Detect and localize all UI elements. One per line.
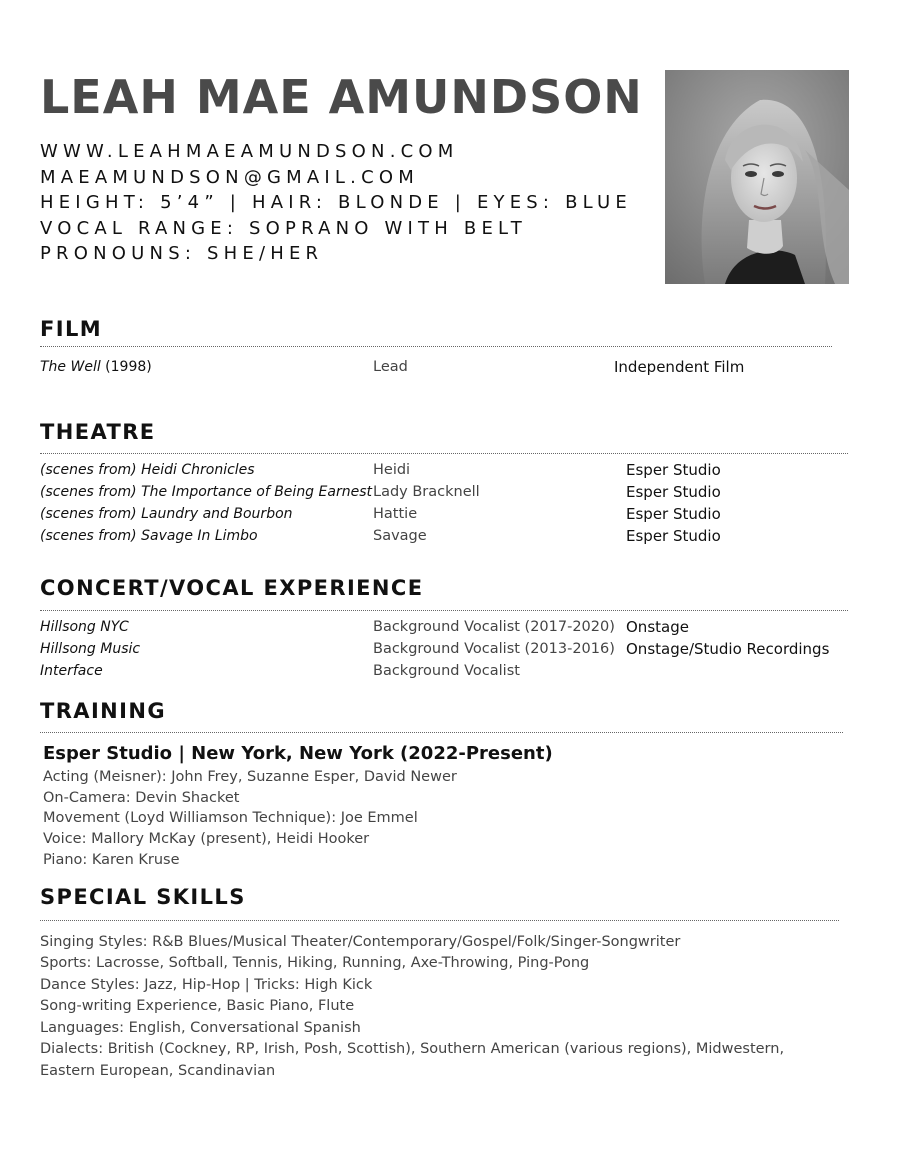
training-item: On-Camera: Devin Shacket bbox=[43, 790, 240, 806]
film-row bbox=[0, 356, 900, 378]
training-school: Esper Studio | New York, New York (2022-Present) bbox=[43, 743, 553, 764]
work-title: Hillsong Music bbox=[40, 641, 141, 657]
work-title: (scenes from) Heidi Chronicles bbox=[40, 462, 255, 478]
section-title-training: TRAINING bbox=[40, 699, 166, 723]
work-title: Hillsong NYC bbox=[40, 619, 129, 635]
skill-item: Dialects: British (Cockney, RP, Irish, Posh, Scottish), Southern American (various regions), Midwestern, bbox=[40, 1041, 785, 1057]
theatre-row bbox=[0, 481, 900, 503]
website-line: WWW.LEAHMAEAMUNDSON.COM bbox=[40, 141, 459, 162]
role: Savage bbox=[373, 528, 427, 544]
company: Esper Studio bbox=[626, 527, 721, 545]
theatre-row bbox=[0, 503, 900, 525]
company: Esper Studio bbox=[626, 461, 721, 479]
work-year: (1998) bbox=[100, 359, 152, 375]
work-title: (scenes from) Laundry and Bourbon bbox=[40, 506, 293, 522]
company: Onstage bbox=[626, 618, 689, 636]
training-item: Movement (Loyd Williamson Technique): Joe Emmel bbox=[43, 810, 418, 826]
role: Lady Bracknell bbox=[373, 484, 480, 500]
company: Onstage/Studio Recordings bbox=[626, 640, 830, 658]
section-divider bbox=[40, 732, 843, 733]
training-item: Piano: Karen Kruse bbox=[43, 852, 180, 868]
work-title: (scenes from) Savage In Limbo bbox=[40, 528, 258, 544]
concert-row bbox=[0, 660, 900, 682]
theatre-row bbox=[0, 459, 900, 481]
skill-item: Languages: English, Conversational Spanish bbox=[40, 1020, 361, 1036]
section-title-theatre: THEATRE bbox=[40, 420, 156, 444]
company: Independent Film bbox=[614, 358, 745, 376]
section-divider bbox=[40, 920, 839, 921]
concert-row bbox=[0, 638, 900, 660]
section-divider bbox=[40, 346, 832, 347]
concert-row bbox=[0, 616, 900, 638]
vocal-range-line: VOCAL RANGE: SOPRANO WITH BELT bbox=[40, 217, 527, 239]
work-title bbox=[40, 356, 152, 378]
section-title-film: FILM bbox=[40, 317, 103, 341]
section-divider bbox=[40, 610, 848, 611]
skill-item: Song-writing Experience, Basic Piano, Flute bbox=[40, 998, 355, 1014]
role: Lead bbox=[373, 359, 408, 375]
skill-item: Sports: Lacrosse, Softball, Tennis, Hiking, Running, Axe-Throwing, Ping-Pong bbox=[40, 955, 590, 971]
physical-stats-line: HEIGHT: 5’4” | HAIR: BLONDE | EYES: BLUE bbox=[40, 192, 632, 213]
role: Background Vocalist bbox=[373, 663, 520, 679]
role: Background Vocalist (2017-2020) bbox=[373, 619, 615, 635]
training-item: Acting (Meisner): John Frey, Suzanne Esper, David Newer bbox=[43, 769, 457, 785]
role: Heidi bbox=[373, 462, 411, 478]
skill-item: Singing Styles: R&B Blues/Musical Theater/Contemporary/Gospel/Folk/Singer-Songwriter bbox=[40, 934, 681, 950]
role: Hattie bbox=[373, 506, 418, 522]
headshot-photo bbox=[665, 70, 849, 284]
company: Esper Studio bbox=[626, 483, 721, 501]
contact-info bbox=[40, 139, 632, 267]
pronouns-line: PRONOUNS: SHE/HER bbox=[40, 243, 324, 264]
email-line: MAEAMUNDSON@GMAIL.COM bbox=[40, 166, 419, 188]
skill-item: Dance Styles: Jazz, Hip-Hop | Tricks: High Kick bbox=[40, 977, 373, 993]
training-item: Voice: Mallory McKay (present), Heidi Hooker bbox=[43, 831, 370, 847]
work-title: Interface bbox=[40, 663, 103, 679]
skill-item: Eastern European, Scandinavian bbox=[40, 1063, 276, 1079]
work-title: (scenes from) The Importance of Being Earnest bbox=[40, 484, 372, 500]
work-name: The Well bbox=[40, 359, 101, 375]
performer-name: LEAH MAE AMUNDSON bbox=[40, 70, 643, 124]
role: Background Vocalist (2013-2016) bbox=[373, 641, 615, 657]
company: Esper Studio bbox=[626, 505, 721, 523]
section-title-concert: CONCERT/VOCAL EXPERIENCE bbox=[40, 576, 424, 600]
theatre-row bbox=[0, 525, 900, 547]
section-title-skills: SPECIAL SKILLS bbox=[40, 885, 246, 909]
section-divider bbox=[40, 453, 848, 454]
